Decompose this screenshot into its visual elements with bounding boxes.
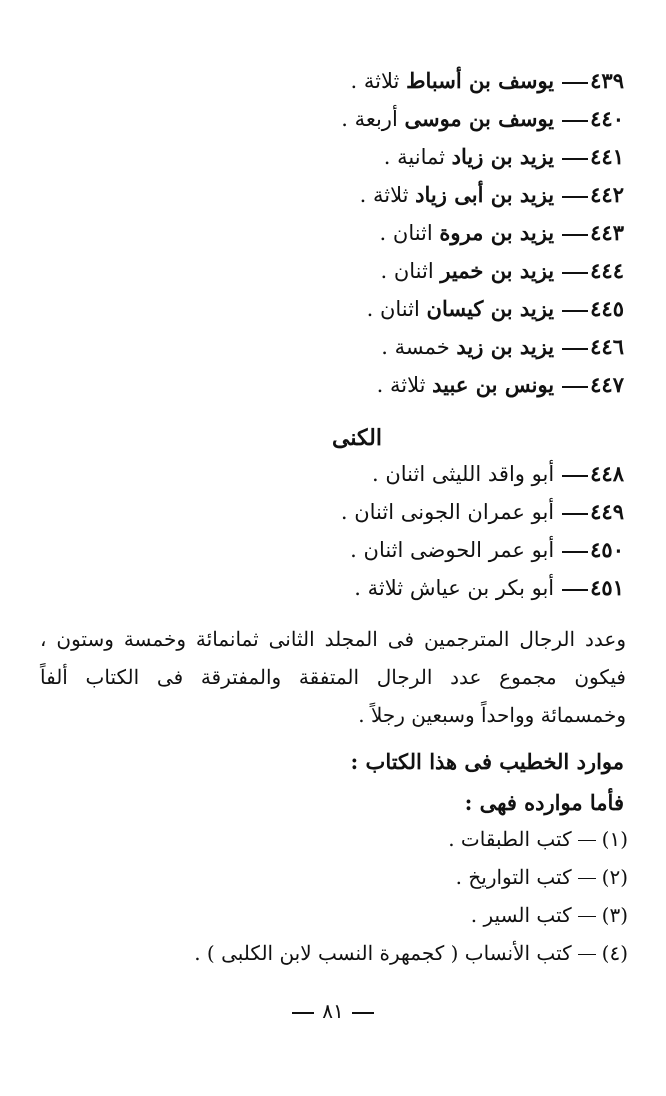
narrator-name: يزيد بن زياد bbox=[451, 144, 555, 169]
source-text: كتب الأنساب ( كجمهرة النسب لابن الكلبى ) . bbox=[194, 941, 572, 965]
entry-number: ٤٤٧ bbox=[590, 372, 624, 397]
kuna-name: أبو واقد الليثى bbox=[431, 462, 555, 486]
entry-number: ٤٤٠ bbox=[590, 106, 624, 131]
entry-dash bbox=[562, 310, 588, 312]
sources-list bbox=[42, 820, 628, 972]
entry-number: ٤٤٣ bbox=[590, 220, 624, 245]
page-number: ٨١ bbox=[322, 999, 344, 1023]
narration-count: اثنان . bbox=[350, 538, 404, 562]
narration-count: ثمانية . bbox=[383, 145, 445, 169]
entry-dash bbox=[562, 386, 588, 388]
narrator-name: يزيد بن خمير bbox=[440, 258, 555, 283]
kuna-heading: الكنى bbox=[332, 425, 382, 451]
narrator-entry bbox=[64, 290, 624, 328]
entry-dash bbox=[562, 234, 588, 236]
narrator-entry bbox=[64, 328, 624, 366]
entry-dash bbox=[562, 196, 588, 198]
kuna-entry bbox=[64, 455, 624, 493]
source-item bbox=[42, 896, 628, 934]
narrator-entry bbox=[64, 138, 624, 176]
footer-dash bbox=[352, 1012, 374, 1014]
source-number: (٣) bbox=[601, 903, 628, 927]
entry-dash bbox=[562, 513, 588, 515]
narration-count: اثنان . bbox=[372, 462, 426, 486]
entry-dash bbox=[562, 475, 588, 477]
narration-count: خمسة . bbox=[381, 335, 450, 359]
narrator-name: يزيد بن مروة bbox=[439, 220, 555, 245]
entry-number: ٤٥١ bbox=[590, 575, 624, 600]
source-item bbox=[42, 820, 628, 858]
entry-number: ٤٤٨ bbox=[590, 461, 624, 486]
entry-number: ٤٥٠ bbox=[590, 537, 624, 562]
narrator-name: يزيد بن أبى زياد bbox=[415, 182, 555, 207]
source-text: كتب التواريخ . bbox=[455, 865, 572, 889]
entry-dash bbox=[578, 878, 596, 879]
entry-dash bbox=[562, 82, 588, 84]
kuna-entry bbox=[64, 531, 624, 569]
source-number: (٤) bbox=[601, 941, 628, 965]
page-number-footer bbox=[0, 996, 666, 1026]
narrator-name: يونس بن عبيد bbox=[432, 372, 555, 397]
narrator-entry bbox=[64, 252, 624, 290]
narrator-name: يزيد بن كيسان bbox=[426, 296, 555, 321]
narrators-list bbox=[64, 62, 624, 404]
narrator-name: يوسف بن أسباط bbox=[406, 68, 555, 93]
narration-count: اثنان . bbox=[380, 259, 434, 283]
summary-paragraph: وعدد الرجال المترجمين فى المجلد الثانى ثمانمائة وخمسة وستون ، فيكون مجموع عدد الرجال المتفقة والمفترقة فى الكتاب ألفاً وخمسمائة وواحداً وسبعين رجلاً . bbox=[40, 627, 626, 727]
narration-count: ثلاثة . bbox=[359, 183, 409, 207]
narrator-name: يوسف بن موسى bbox=[404, 106, 555, 131]
narrator-entry bbox=[64, 214, 624, 252]
narration-count: اثنان . bbox=[379, 221, 433, 245]
entry-number: ٤٣٩ bbox=[590, 68, 624, 93]
entry-number: ٤٤١ bbox=[590, 144, 624, 169]
narration-count: ثلاثة . bbox=[350, 69, 400, 93]
source-text: كتب الطبقات . bbox=[448, 827, 572, 851]
narrator-name: يزيد بن زيد bbox=[456, 334, 555, 359]
narration-count: ثلاثة . bbox=[354, 576, 404, 600]
narrator-entry bbox=[64, 366, 624, 404]
sources-subheading: فأما موارده فهى : bbox=[464, 790, 624, 815]
kuna-name: أبو عمر الحوضى bbox=[410, 538, 555, 562]
narration-count: اثنان . bbox=[340, 500, 395, 524]
entry-number: ٤٤٢ bbox=[590, 182, 624, 207]
footer-dash bbox=[292, 1012, 314, 1014]
narration-count: ثلاثة . bbox=[376, 373, 426, 397]
entry-dash bbox=[578, 954, 596, 955]
entry-dash bbox=[562, 589, 588, 591]
entry-number: ٤٤٦ bbox=[590, 334, 624, 359]
source-item bbox=[42, 934, 628, 972]
source-number: (١) bbox=[601, 827, 628, 851]
narrator-entry bbox=[64, 62, 624, 100]
entry-dash bbox=[562, 272, 588, 274]
source-number: (٢) bbox=[601, 865, 628, 889]
kuna-list bbox=[64, 455, 624, 607]
entry-dash bbox=[562, 120, 588, 122]
narrator-entry bbox=[64, 176, 624, 214]
entry-dash bbox=[562, 158, 588, 160]
kuna-name: أبو عمران الجونى bbox=[400, 500, 555, 524]
entry-dash bbox=[562, 551, 588, 553]
source-item bbox=[42, 858, 628, 896]
entry-number: ٤٤٤ bbox=[590, 258, 624, 283]
entry-dash bbox=[562, 348, 588, 350]
entry-dash bbox=[578, 916, 596, 917]
entry-number: ٤٤٩ bbox=[590, 499, 624, 524]
entry-number: ٤٤٥ bbox=[590, 296, 624, 321]
source-text: كتب السير . bbox=[470, 903, 572, 927]
kuna-entry bbox=[64, 569, 624, 607]
narration-count: أربعة . bbox=[341, 107, 398, 131]
kuna-entry bbox=[64, 493, 624, 531]
narration-count: اثنان . bbox=[366, 297, 420, 321]
narrator-entry bbox=[64, 100, 624, 138]
sources-heading: موارد الخطيب فى هذا الكتاب : bbox=[350, 749, 624, 774]
entry-dash bbox=[578, 840, 596, 841]
kuna-name: أبو بكر بن عياش bbox=[409, 576, 555, 600]
